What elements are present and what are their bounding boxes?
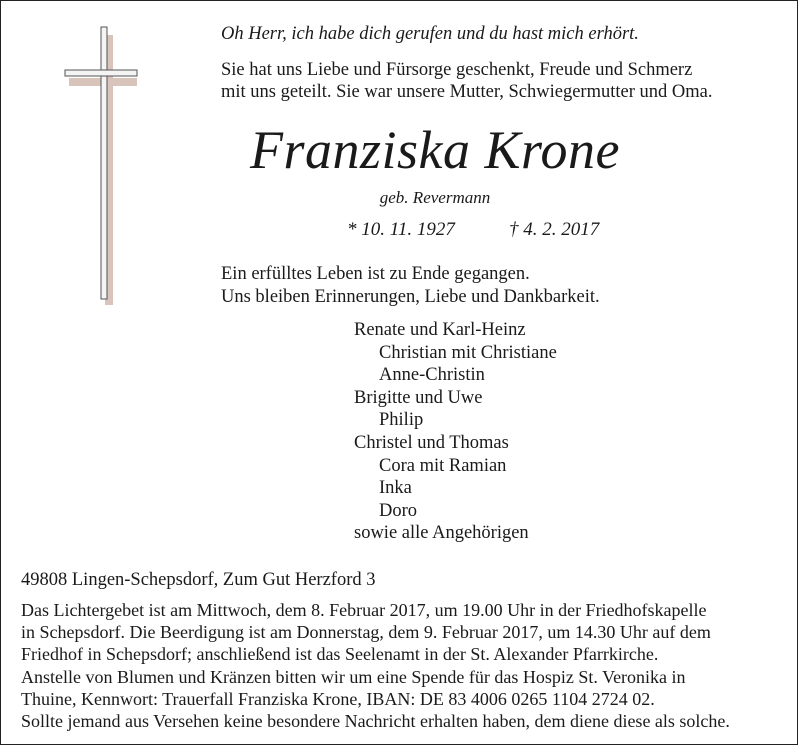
quote-line-2: Uns bleiben Erinnerungen, Liebe und Dankbarkeit. [221, 287, 600, 307]
family-member: Anne-Christin [379, 365, 485, 386]
family-list [354, 319, 557, 545]
notice-line: Friedhof in Schepsdorf; anschließend ist das Seelenamt in der St. Alexander Pfarrkirche. [21, 644, 659, 665]
family-member: Philip [379, 410, 424, 431]
notice-line: Thuine, Kennwort: Trauerfall Franziska Krone, IBAN: DE 83 4006 0265 1104 2724 02. [21, 688, 655, 709]
notice-line: Das Lichtergebet ist am Mittwoch, dem 8. Februar 2017, um 19.00 Uhr in der Friedhofskapelle [21, 600, 707, 620]
family-member: Cora mit Ramian [379, 455, 507, 476]
intro-line-1: Sie hat uns Liebe und Fürsorge geschenkt, Freude und Schmerz [221, 60, 693, 80]
death-date: † 4. 2. 2017 [509, 219, 600, 240]
notice-line: Anstelle von Blumen und Kränzen bitten wir um eine Spende für das Hospiz St. Veronika in [21, 666, 686, 687]
intro-line-2: mit uns geteilt. Sie war unsere Mutter, Schwiegermutter und Oma. [221, 82, 713, 102]
address: 49808 Lingen-Schepsdorf, Zum Gut Herzford 3 [21, 570, 376, 590]
family-member: Christian mit Christiane [379, 342, 557, 363]
deceased-name: Franziska Krone [250, 120, 620, 180]
family-member: Renate und Karl-Heinz [354, 320, 526, 340]
family-member: Inka [379, 478, 412, 499]
family-member: Doro [379, 500, 418, 521]
quote-line-1: Ein erfülltes Leben ist zu Ende gegangen. [221, 264, 530, 284]
family-member: sowie alle Angehörigen [354, 523, 529, 544]
family-member: Brigitte und Uwe [354, 387, 483, 408]
birth-date: * 10. 11. 1927 [347, 219, 455, 240]
notice-line: in Schepsdorf. Die Beerdigung ist am Donnerstag, dem 9. Februar 2017, um 14.30 Uhr auf dem [21, 622, 711, 643]
maiden-name: geb. Revermann [379, 188, 491, 207]
family-member: Christel und Thomas [354, 432, 509, 453]
notice-line: Sollte jemand aus Versehen keine besondere Nachricht erhalten haben, dem diene diese als solche. [21, 711, 730, 732]
bible-verse: Oh Herr, ich habe dich gerufen und du hast mich erhört. [221, 24, 639, 44]
funeral-notice [21, 599, 791, 732]
